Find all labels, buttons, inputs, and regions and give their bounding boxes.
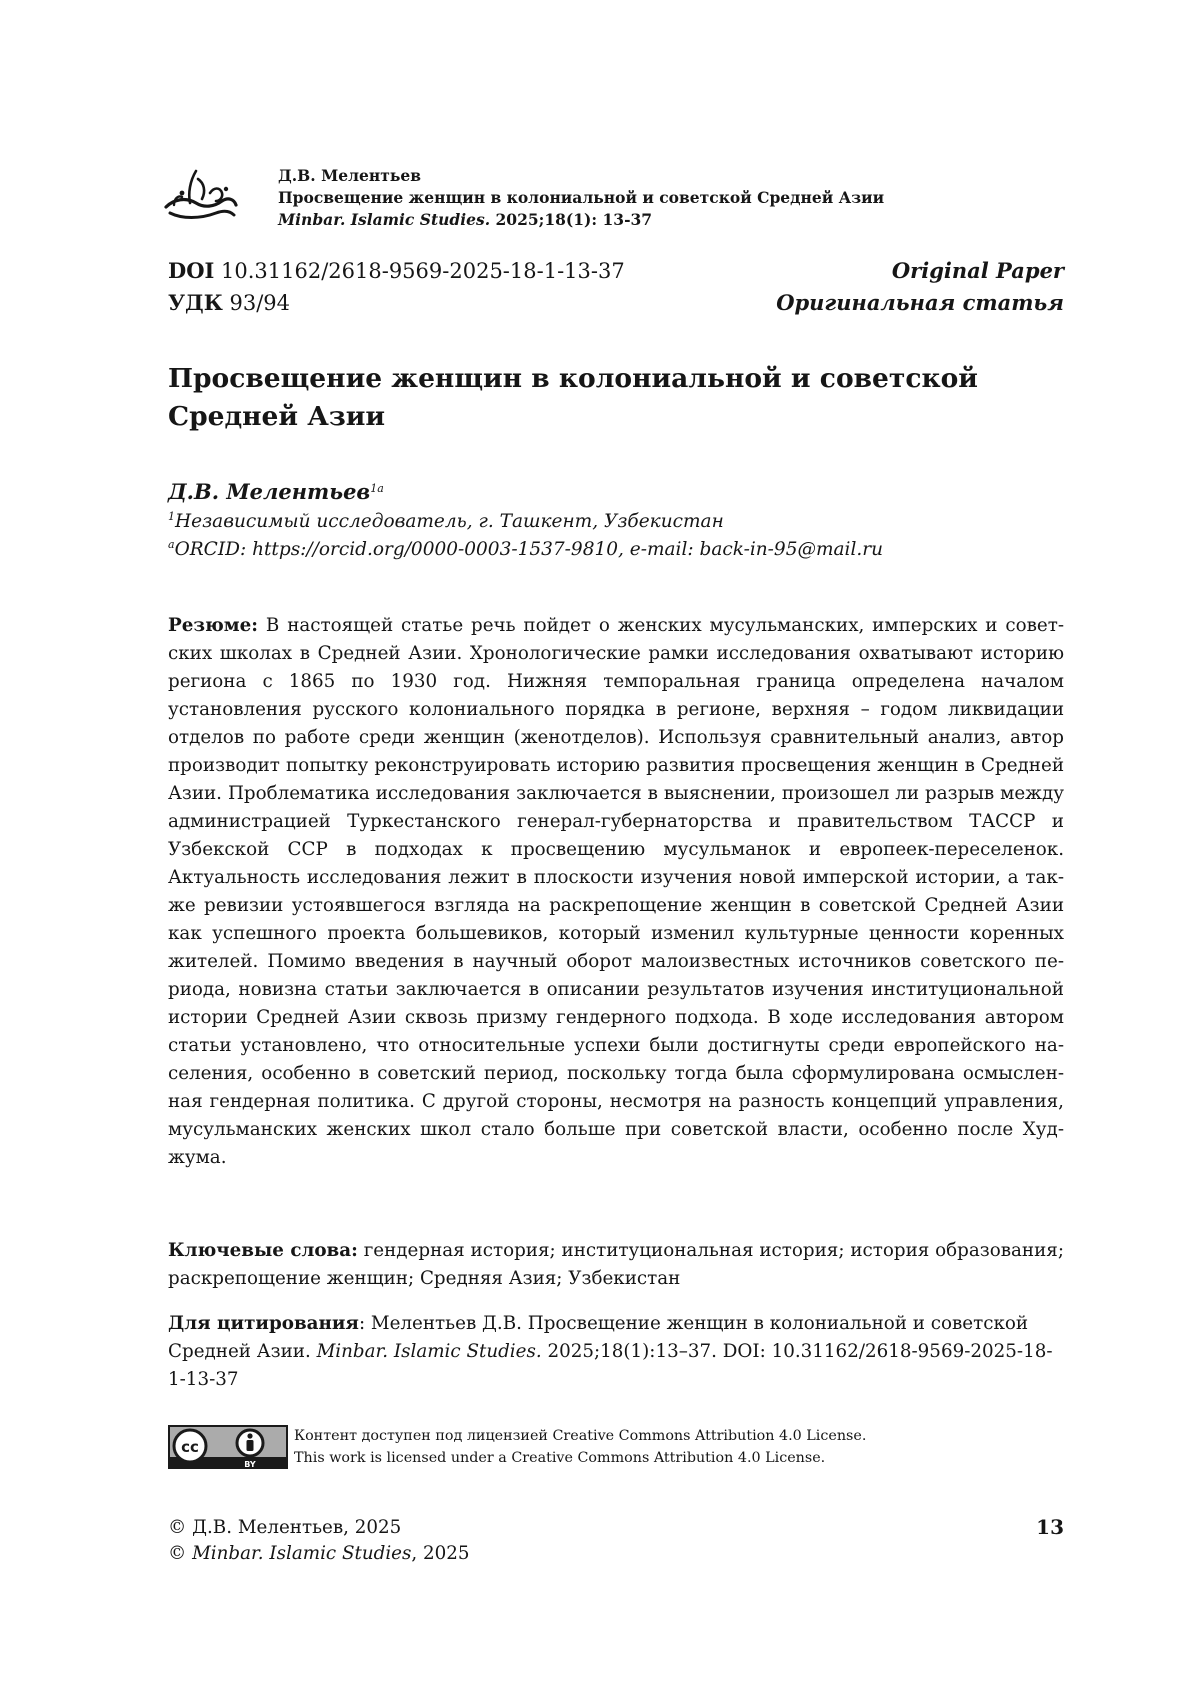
by-badge-text: BY [244, 1460, 256, 1469]
copyright-author: © Д.В. Мелентьев, 2025 [168, 1517, 402, 1538]
affiliation-sup: 1 [168, 509, 175, 523]
affiliation: Независимый исследователь, г. Ташкент, Узбекистан [175, 511, 724, 532]
orcid-line [168, 536, 1068, 564]
citation-text-before: : Мелентьев Д.В. Просвещение женщин в колониальной и советской Средней Азии. [168, 1313, 1029, 1362]
doi-label: DOI [168, 258, 215, 283]
license-text [294, 1425, 866, 1469]
paper-type-ru: Оригинальная статья [776, 290, 1064, 315]
citation [168, 1310, 1064, 1394]
orcid-sup: a [168, 537, 175, 551]
copyright-year: , 2025 [411, 1543, 470, 1564]
orcid-email[interactable]: ORCID: https://orcid.org/0000-0003-1537-9810, e-mail: back-in-95@mail.ru [174, 539, 884, 560]
header-journal-line [278, 209, 884, 231]
citation-text-after: 2025;18(1):13–37. DOI: 10.31162/2618-9569-2025-18-1-13-37 [168, 1341, 1053, 1390]
license-en: This work is licensed under a Creative Commons Attribution 4.0 License. [294, 1450, 826, 1466]
citation-journal: Minbar. Islamic Studies. [316, 1341, 542, 1362]
header-author: Д.В. Мелентьев [278, 166, 421, 185]
udk-value: 93/94 [222, 291, 291, 315]
keywords-text: гендерная история; институциональная история; история образования; раскрепощение женщин; Средняя Азия; Узбекистан [168, 1240, 1064, 1289]
minbar-logo-icon [160, 163, 240, 225]
copyright-journal-line [168, 1541, 470, 1567]
abstract [168, 612, 1064, 1172]
article-title-line-1: Просвещение женщин в колониальной и советской [168, 363, 978, 394]
article-title [168, 360, 1048, 436]
keywords [168, 1237, 1064, 1293]
abstract-text: В настоящей статье речь пойдет о женских мусульманских, имперских и советских школах в Средней Азии. Хронологические рамки исследования охватывают историю региона с 1865 по 1930 год. Нижняя темпоральная граница определена началом установления русского колониального порядка в регионе, верхняя – годом ликвидации отделов по работе среди женщин (женотделов). Используя сравнительный анализ, автор производит попытку реконструировать историю развития просвещения женщин в Средней Азии. Проблематика исследования заключается в выяснении, произошел ли разрыв между администрацией Туркестанского генерал-губернаторства и правительством ТАССР и Узбекской ССР в подходах к просвещению мусульманок и европеек-переселенок. Актуальность исследования лежит в плоскости изучения новой имперской истории, а также ревизии устоявшегося взгляда на раскрепощение женщин в советской Средней Азии как успешного проекта большевиков, который изменил культурные ценности коренных жителей. Помимо введения в научный оборот малоизвестных источников советского периода, новизна статьи заключается в описании результатов изучения институциональной истории Средней Азии сквозь призму гендерного подхода. В ходе исследования автором статьи установлено, что относительные успехи были достигнуты среди европейского населения, особенно в советский период, поскольку тогда была сформулирована осмысленная гендерная политика. С другой стороны, несмотря на разность концепций управления, мусульманских женских школ стало больше при советской власти, особенно после Худжума. [168, 615, 1064, 1168]
license-ru: Контент доступен под лицензией Creative Commons Attribution 4.0 License. [294, 1428, 867, 1444]
header-journal-issue: 2025;18(1): 13-37 [490, 210, 653, 229]
header-article-title: Просвещение женщин в колониальной и советской Средней Азии [278, 188, 885, 207]
keywords-label: Ключевые слова: [168, 1240, 358, 1261]
abstract-label: Резюме: [168, 615, 259, 636]
header-text [278, 165, 884, 231]
copyright-block [168, 1515, 470, 1567]
article-title-line-2: Средней Азии [168, 401, 386, 432]
copyright-symbol: © [168, 1543, 193, 1564]
udk-line [168, 287, 290, 319]
doi-line [168, 255, 625, 287]
author-line [168, 478, 1068, 508]
cc-by-license-icon[interactable] [168, 1425, 288, 1469]
affiliation-line [168, 508, 1068, 536]
author-block [168, 478, 1068, 564]
header-journal: Minbar. Islamic Studies. [278, 210, 491, 229]
citation-label: Для цитирования [168, 1313, 359, 1334]
author-sup: 1a [370, 481, 384, 495]
cc-badge-text: cc [181, 1438, 199, 1456]
udk-label: УДК [168, 290, 223, 315]
doi-value[interactable]: 10.31162/2618-9569-2025-18-1-13-37 [214, 259, 625, 283]
copyright-journal: Minbar. Islamic Studies [192, 1543, 412, 1564]
author-name: Д.В. Мелентьев [168, 479, 371, 504]
page-number: 13 [1036, 1515, 1064, 1539]
paper-type-en: Original Paper [891, 258, 1064, 283]
running-header [160, 163, 1060, 233]
